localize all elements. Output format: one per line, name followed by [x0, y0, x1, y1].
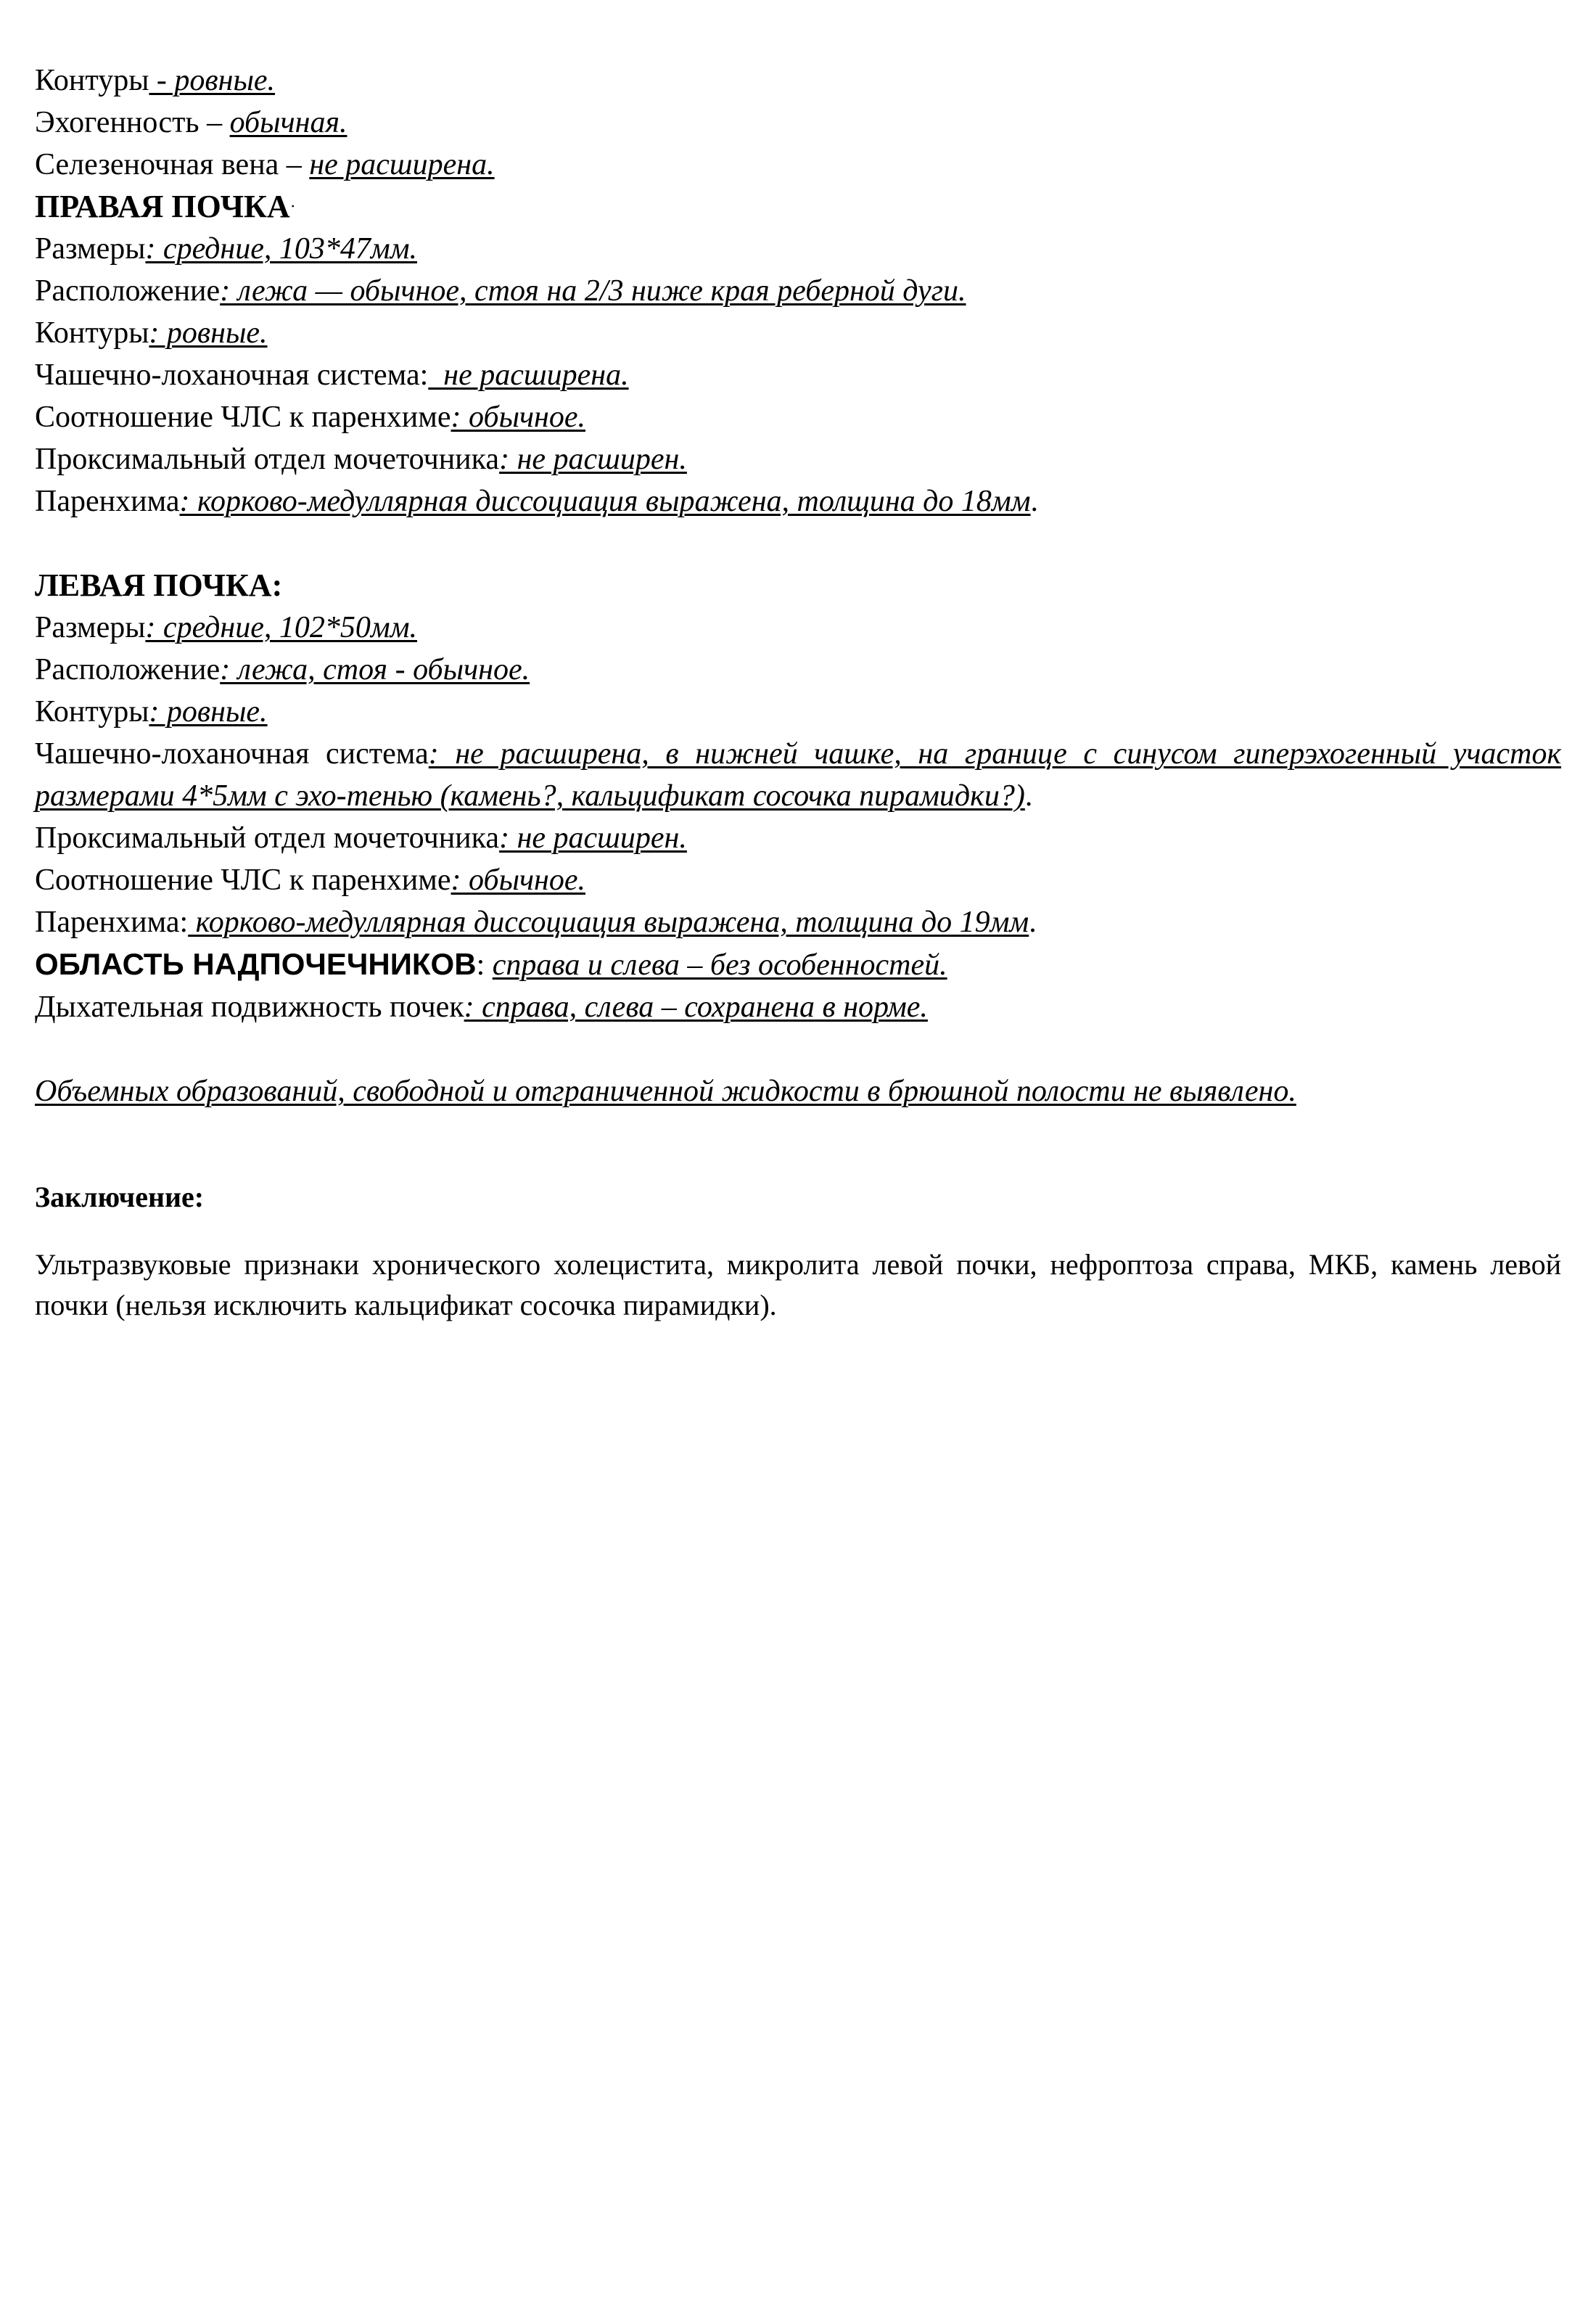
right-kidney-ratio-value: : обычное. [451, 401, 586, 434]
spleen-echo-line [35, 102, 1561, 144]
kidney-mobility-line [35, 986, 1561, 1028]
left-kidney-size-line [35, 607, 1561, 649]
left-kidney-ratio-line [35, 859, 1561, 901]
spleen-vein-line [35, 144, 1561, 186]
adrenal-line [35, 943, 1561, 986]
spleen-contours-line [35, 60, 1561, 102]
spleen-vein-value: не расширена. [309, 148, 495, 181]
ultrasound-report-page [35, 60, 1561, 1326]
right-kidney-heading-mark: · [289, 197, 296, 216]
right-kidney-size-line [35, 228, 1561, 270]
right-kidney-position-line [35, 270, 1561, 312]
left-kidney-heading: ЛЕВАЯ ПОЧКА: [35, 567, 283, 603]
summary-note-line [35, 1070, 1561, 1112]
adrenal-colon: : [476, 948, 493, 982]
right-kidney-heading [35, 186, 1561, 228]
right-kidney-parenchyma-line [35, 480, 1561, 522]
left-kidney-size-value: : средние, 102*50мм. [145, 611, 417, 644]
right-kidney-ratio-line [35, 396, 1561, 438]
left-kidney-position-value: : лежа, стоя - обычное. [220, 653, 530, 686]
right-kidney-pcs-line [35, 354, 1561, 396]
right-kidney-size-label: Размеры [35, 232, 146, 266]
right-kidney-position-label: Расположение [35, 274, 221, 308]
spleen-echo-label: Эхогенность – [35, 106, 230, 139]
right-kidney-contours-label: Контуры [35, 316, 149, 350]
left-kidney-ratio-value: : обычное. [451, 863, 586, 897]
spacer [35, 1112, 1561, 1154]
right-kidney-parenchyma-label: Паренхима [35, 485, 180, 518]
left-kidney-pcs-label: Чашечно-лоханочная система [35, 737, 429, 771]
right-kidney-pcs-value: не расширена. [428, 358, 629, 392]
left-kidney-parenchyma-label: Паренхима: [35, 906, 189, 939]
conclusion-text: Ультразвуковые признаки хронического холецистита, микролита левой почки, нефроптоза справа, МКБ, камень левой почки (нельзя исключить кальцификат сосочка пирамидки). [35, 1248, 1561, 1321]
right-kidney-parenchyma-value: : корково-медуллярная диссоциация выражена, толщина до 18мм [179, 485, 1031, 518]
kidney-mobility-label: Дыхательная подвижность почек [35, 990, 464, 1024]
spleen-contours-value: - ровные. [149, 64, 276, 97]
spleen-contours-label: Контуры [35, 64, 149, 97]
left-kidney-parenchyma-value: корково-медуллярная диссоциация выражена, толщина до 19мм [188, 906, 1029, 939]
right-kidney-contours-line [35, 312, 1561, 354]
right-kidney-position-value: : лежа — обычное, стоя на 2/3 ниже края реберной дуги. [220, 274, 966, 308]
spleen-echo-value: обычная. [229, 106, 347, 139]
left-kidney-position-line [35, 649, 1561, 691]
left-kidney-position-label: Расположение [35, 653, 221, 686]
summary-note: Объемных образований, свободной и отграниченной жидкости в брюшной полости не выявлено. [35, 1075, 1296, 1108]
left-kidney-ureter-value: : не расширен. [499, 821, 687, 855]
left-kidney-contours-value: : ровные. [149, 695, 268, 729]
left-kidney-ureter-label: Проксимальный отдел мочеточника [35, 821, 500, 855]
left-kidney-pcs-end: . [1024, 779, 1033, 813]
left-kidney-pcs-paragraph [35, 733, 1561, 817]
left-kidney-size-label: Размеры [35, 611, 146, 644]
left-kidney-ratio-label: Соотношение ЧЛС к паренхиме [35, 863, 451, 897]
adrenal-heading: ОБЛАСТЬ НАДПОЧЕЧНИКОВ [35, 947, 477, 981]
spleen-vein-label: Селезеночная вена – [35, 148, 310, 181]
right-kidney-parenchyma-end: . [1030, 485, 1039, 518]
spacer [35, 522, 1561, 565]
left-kidney-contours-line [35, 691, 1561, 733]
right-kidney-ureter-label: Проксимальный отдел мочеточника [35, 443, 500, 476]
left-kidney-pcs-value: : не расширена, в нижней чашке, на границе с синусом гиперэхогенный участок размерами 4*5мм с эхо-тенью (камень?, кальцификат сосочка пирамидки?) [35, 737, 1561, 813]
left-kidney-ureter-line [35, 817, 1561, 859]
spacer [35, 1028, 1561, 1070]
right-kidney-ratio-label: Соотношение ЧЛС к паренхиме [35, 401, 451, 434]
right-kidney-pcs-label: Чашечно-лоханочная система: [35, 358, 429, 392]
left-kidney-contours-label: Контуры [35, 695, 149, 729]
right-kidney-size-value: : средние, 103*47мм. [145, 232, 417, 266]
right-kidney-contours-value: : ровные. [149, 316, 268, 350]
left-kidney-parenchyma-line [35, 901, 1561, 943]
conclusion-title: Заключение: [35, 1181, 205, 1213]
right-kidney-heading-text: ПРАВАЯ ПОЧКА [35, 189, 290, 224]
right-kidney-ureter-line [35, 438, 1561, 480]
right-kidney-ureter-value: : не расширен. [499, 443, 687, 476]
kidney-mobility-value: : справа, слева – сохранена в норме. [464, 990, 928, 1024]
adrenal-value: справа и слева – без особенностей. [492, 948, 947, 982]
left-kidney-parenchyma-end: . [1029, 906, 1037, 939]
